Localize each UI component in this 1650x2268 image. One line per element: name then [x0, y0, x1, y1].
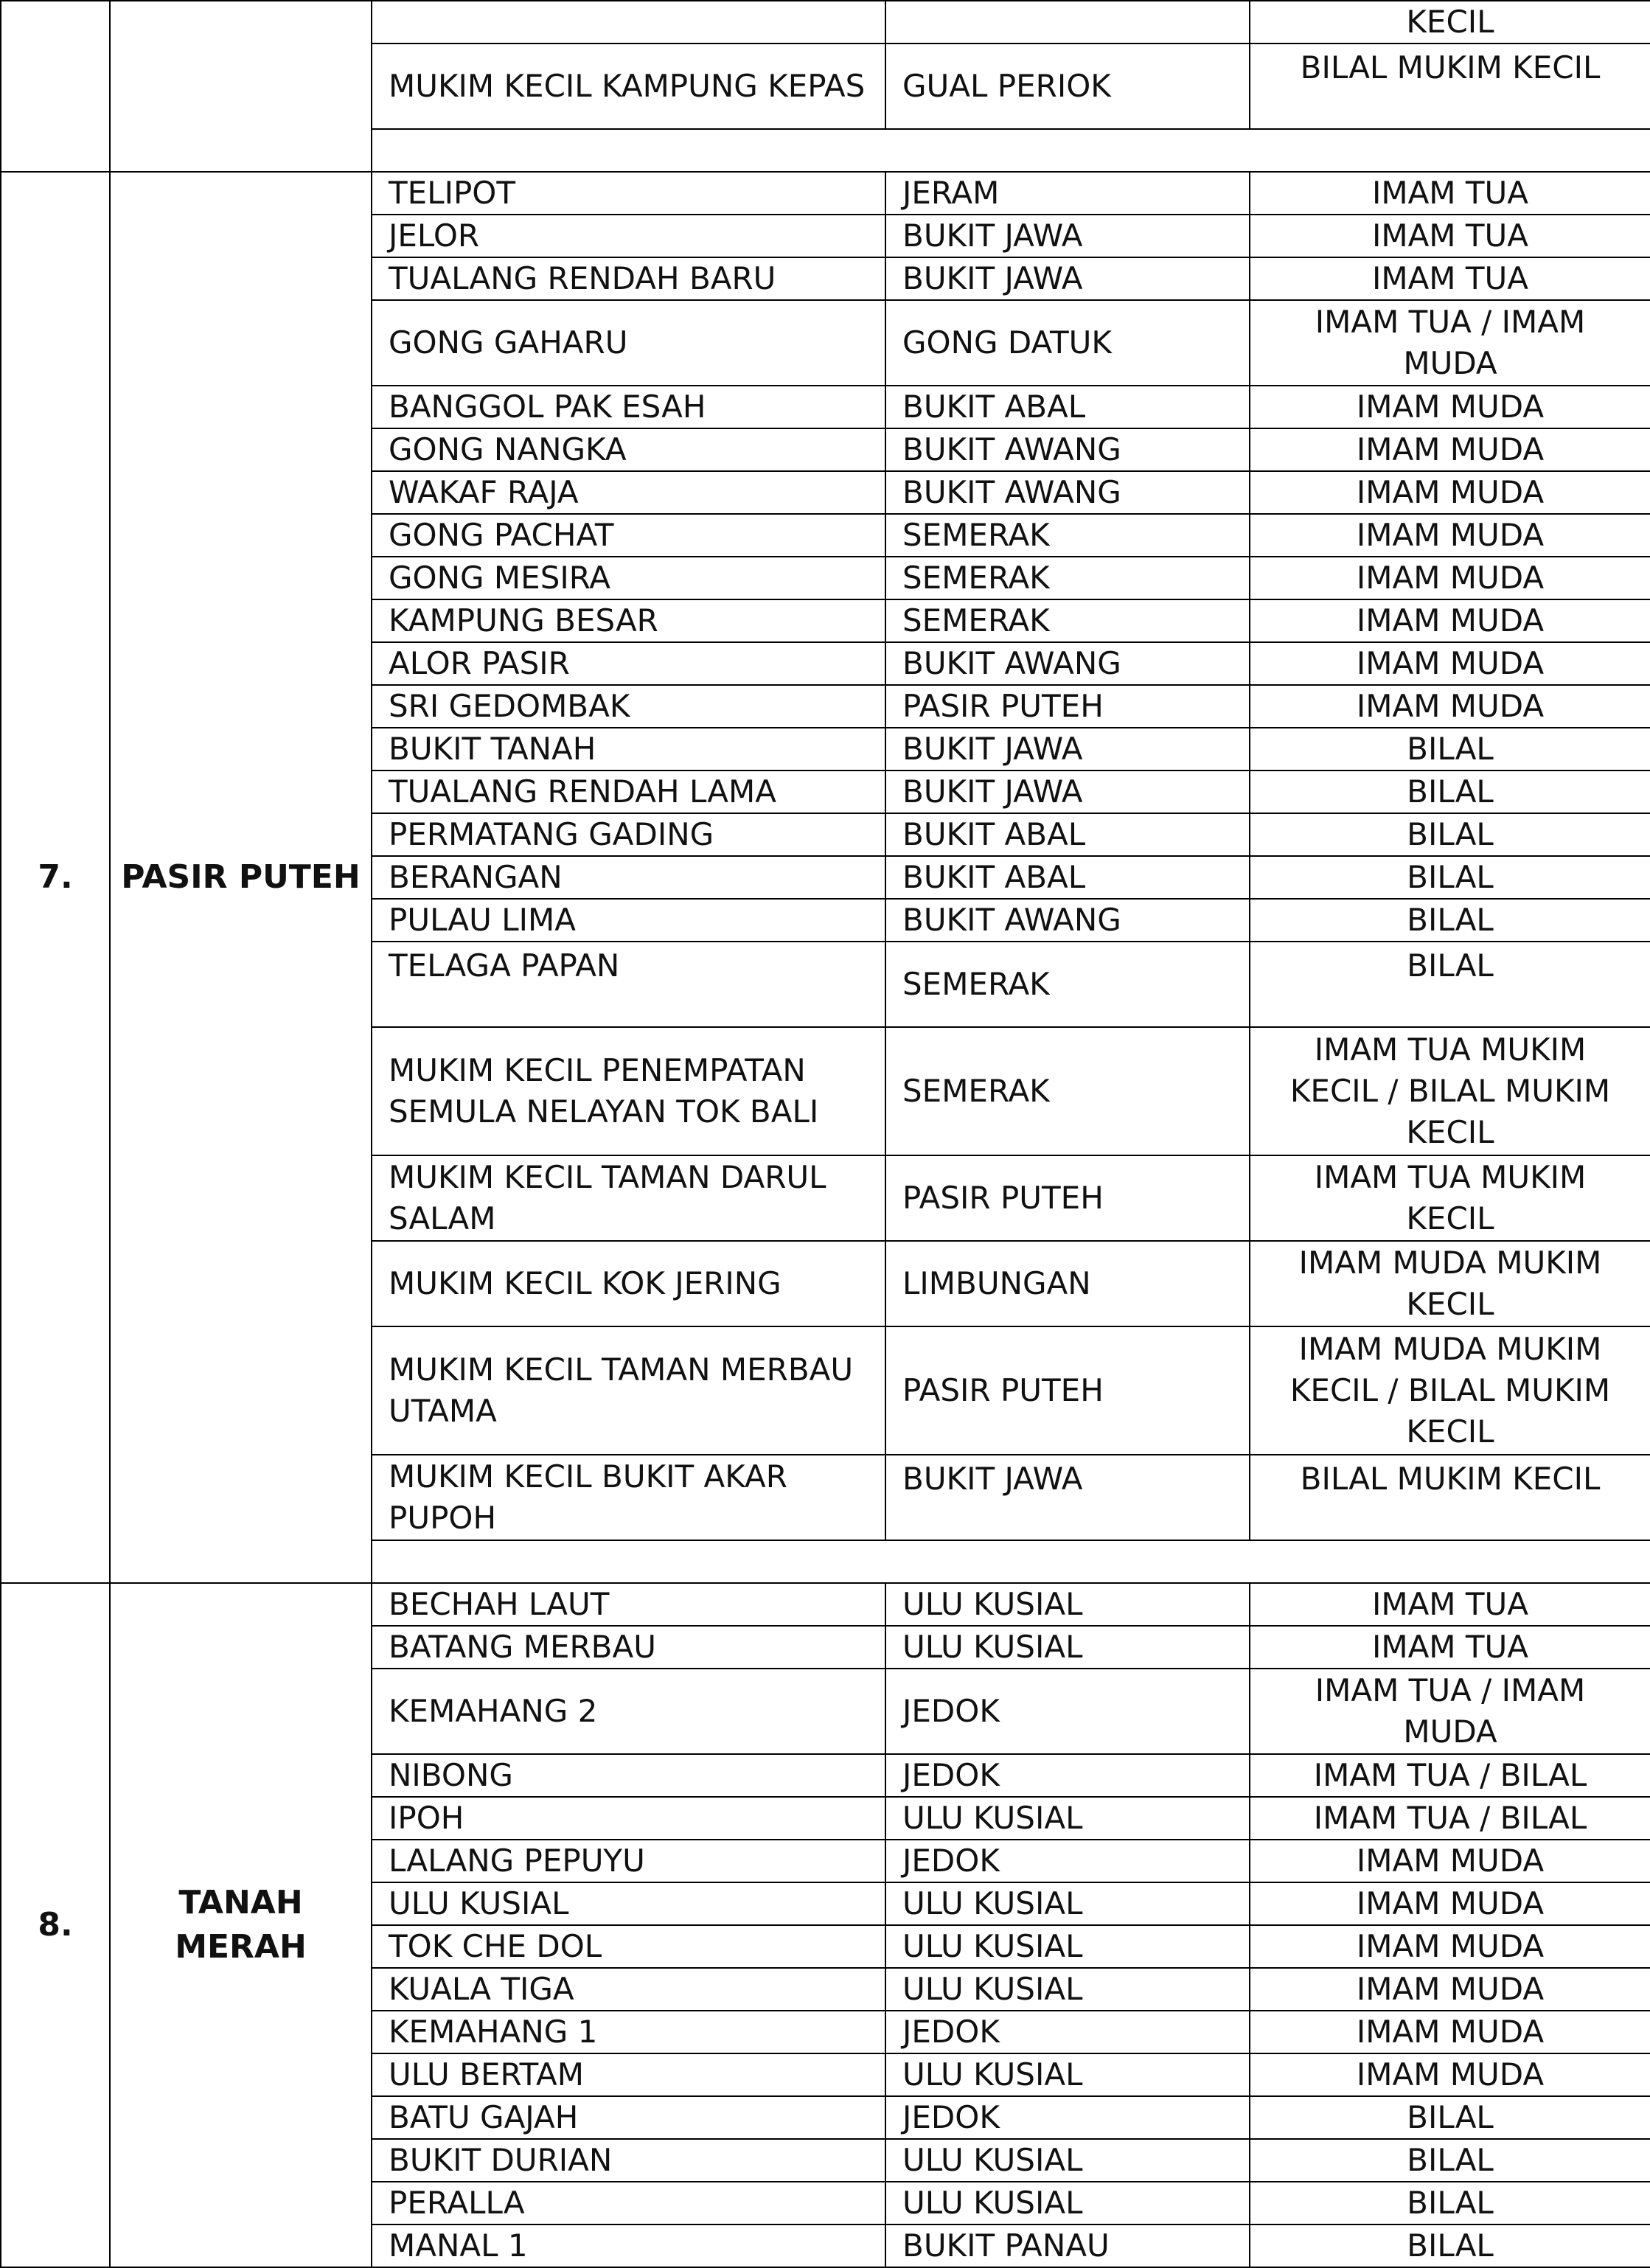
- mukim-cell: BUKIT AWANG: [885, 428, 1250, 471]
- jawatan-cell: IMAM TUA: [1250, 1626, 1650, 1669]
- kampung-cell: GONG GAHARU: [372, 300, 885, 386]
- kampung-cell: BUKIT DURIAN: [372, 2139, 885, 2182]
- jawatan-cell: BILAL MUKIM KECIL: [1250, 44, 1650, 129]
- kampung-cell: TELIPOT: [372, 172, 885, 215]
- kampung-cell: BUKIT TANAH: [372, 728, 885, 771]
- mukim-cell: BUKIT AWANG: [885, 471, 1250, 514]
- jawatan-cell: BILAL: [1250, 771, 1650, 813]
- jawatan-cell: IMAM MUDA: [1250, 1840, 1650, 1882]
- jawatan-cell: IMAM MUDA: [1250, 1968, 1650, 2011]
- kampung-cell: BATU GAJAH: [372, 2096, 885, 2139]
- mukim-cell: PASIR PUTEH: [885, 1326, 1250, 1455]
- mukim-cell: GUAL PERIOK: [885, 44, 1250, 129]
- district-cell: [110, 1, 372, 172]
- mukim-cell: SEMERAK: [885, 514, 1250, 557]
- jawatan-cell: KECIL: [1250, 1, 1650, 44]
- table-row: [1, 172, 1650, 215]
- kampung-cell: MUKIM KECIL TAMAN DARUL SALAM: [372, 1155, 885, 1241]
- jawatan-cell: BILAL: [1250, 2139, 1650, 2182]
- number-cell: [1, 1, 110, 172]
- jawatan-cell: BILAL MUKIM KECIL: [1250, 1455, 1650, 1540]
- kampung-cell: BERANGAN: [372, 856, 885, 899]
- mukim-cell: ULU KUSIAL: [885, 1583, 1250, 1626]
- positions-table-body: [1, 1, 1650, 2267]
- jawatan-cell: BILAL: [1250, 2182, 1650, 2224]
- jawatan-cell: BILAL: [1250, 813, 1650, 856]
- spacer-cell: [372, 1540, 1650, 1583]
- mukim-cell: ULU KUSIAL: [885, 1797, 1250, 1840]
- mukim-cell: ULU KUSIAL: [885, 2182, 1250, 2224]
- mukim-cell: SEMERAK: [885, 599, 1250, 642]
- mukim-cell: BUKIT JAWA: [885, 1455, 1250, 1540]
- mukim-cell: SEMERAK: [885, 1027, 1250, 1155]
- jawatan-cell: IMAM MUDA: [1250, 386, 1650, 428]
- jawatan-cell: BILAL: [1250, 728, 1650, 771]
- mukim-cell: BUKIT JAWA: [885, 771, 1250, 813]
- mukim-cell: BUKIT AWANG: [885, 642, 1250, 685]
- jawatan-cell: IMAM TUA MUKIM KECIL: [1250, 1155, 1650, 1241]
- mukim-cell: BUKIT JAWA: [885, 215, 1250, 257]
- jawatan-cell: IMAM TUA / IMAM MUDA: [1250, 1669, 1650, 1754]
- mukim-cell: ULU KUSIAL: [885, 2139, 1250, 2182]
- kampung-cell: KAMPUNG BESAR: [372, 599, 885, 642]
- jawatan-cell: IMAM MUDA: [1250, 471, 1650, 514]
- kampung-cell: LALANG PEPUYU: [372, 1840, 885, 1882]
- mukim-cell: ULU KUSIAL: [885, 1626, 1250, 1669]
- kampung-cell: MANAL 1: [372, 2224, 885, 2267]
- mukim-cell: SEMERAK: [885, 557, 1250, 599]
- mukim-cell: JEDOK: [885, 2011, 1250, 2053]
- mukim-cell: BUKIT JAWA: [885, 257, 1250, 300]
- mukim-cell: ULU KUSIAL: [885, 1882, 1250, 1925]
- mukim-cell: JEDOK: [885, 1669, 1250, 1754]
- kampung-cell: KEMAHANG 2: [372, 1669, 885, 1754]
- jawatan-cell: IMAM MUDA: [1250, 2011, 1650, 2053]
- kampung-cell: IPOH: [372, 1797, 885, 1840]
- jawatan-cell: IMAM TUA MUKIM KECIL / BILAL MUKIM KECIL: [1250, 1027, 1650, 1155]
- kampung-cell: TUALANG RENDAH BARU: [372, 257, 885, 300]
- jawatan-cell: IMAM TUA: [1250, 215, 1650, 257]
- jawatan-cell: BILAL: [1250, 899, 1650, 942]
- mukim-cell: PASIR PUTEH: [885, 1155, 1250, 1241]
- mukim-cell: JERAM: [885, 172, 1250, 215]
- jawatan-cell: IMAM MUDA: [1250, 642, 1650, 685]
- table-row: [1, 1, 1650, 44]
- kampung-cell: JELOR: [372, 215, 885, 257]
- jawatan-cell: IMAM MUDA: [1250, 514, 1650, 557]
- mukim-cell: PASIR PUTEH: [885, 685, 1250, 728]
- jawatan-cell: IMAM MUDA: [1250, 2053, 1650, 2096]
- jawatan-cell: IMAM MUDA: [1250, 428, 1650, 471]
- kampung-cell: PERALLA: [372, 2182, 885, 2224]
- kampung-cell: ULU KUSIAL: [372, 1882, 885, 1925]
- mukim-cell: SEMERAK: [885, 942, 1250, 1027]
- kampung-cell: SRI GEDOMBAK: [372, 685, 885, 728]
- kampung-cell: GONG MESIRA: [372, 557, 885, 599]
- kampung-cell: WAKAF RAJA: [372, 471, 885, 514]
- kampung-cell: KUALA TIGA: [372, 1968, 885, 2011]
- kampung-cell: TUALANG RENDAH LAMA: [372, 771, 885, 813]
- jawatan-cell: IMAM TUA: [1250, 172, 1650, 215]
- kampung-cell: MUKIM KECIL TAMAN MERBAU UTAMA: [372, 1326, 885, 1455]
- jawatan-cell: BILAL: [1250, 2096, 1650, 2139]
- district-name: TANAH MERAH: [110, 1583, 372, 2267]
- mukim-cell: ULU KUSIAL: [885, 1925, 1250, 1968]
- district-name: PASIR PUTEH: [110, 172, 372, 1583]
- table-row: [1, 1583, 1650, 1626]
- spacer-cell: [372, 129, 1650, 172]
- kampung-cell: BECHAH LAUT: [372, 1583, 885, 1626]
- kampung-cell: BATANG MERBAU: [372, 1626, 885, 1669]
- jawatan-cell: IMAM MUDA MUKIM KECIL / BILAL MUKIM KECIL: [1250, 1326, 1650, 1455]
- kampung-cell: GONG PACHAT: [372, 514, 885, 557]
- kampung-cell: MUKIM KECIL KOK JERING: [372, 1241, 885, 1326]
- jawatan-cell: IMAM MUDA: [1250, 1882, 1650, 1925]
- mukim-cell: BUKIT AWANG: [885, 899, 1250, 942]
- kampung-cell: PERMATANG GADING: [372, 813, 885, 856]
- jawatan-cell: IMAM TUA: [1250, 257, 1650, 300]
- mukim-cell: LIMBUNGAN: [885, 1241, 1250, 1326]
- mukim-cell: [885, 1, 1250, 44]
- kampung-cell: ULU BERTAM: [372, 2053, 885, 2096]
- kampung-cell: MUKIM KECIL KAMPUNG KEPAS: [372, 44, 885, 129]
- kampung-cell: NIBONG: [372, 1754, 885, 1797]
- kampung-cell: MUKIM KECIL BUKIT AKAR PUPOH: [372, 1455, 885, 1540]
- jawatan-cell: BILAL: [1250, 2224, 1650, 2267]
- jawatan-cell: IMAM TUA: [1250, 1583, 1650, 1626]
- jawatan-cell: IMAM MUDA: [1250, 1925, 1650, 1968]
- kampung-cell: ALOR PASIR: [372, 642, 885, 685]
- kampung-cell: TELAGA PAPAN: [372, 942, 885, 1027]
- jawatan-cell: IMAM MUDA MUKIM KECIL: [1250, 1241, 1650, 1326]
- jawatan-cell: IMAM MUDA: [1250, 685, 1650, 728]
- mukim-cell: GONG DATUK: [885, 300, 1250, 386]
- mukim-cell: BUKIT PANAU: [885, 2224, 1250, 2267]
- mukim-cell: BUKIT ABAL: [885, 813, 1250, 856]
- section-number: 8.: [1, 1583, 110, 2267]
- jawatan-cell: IMAM MUDA: [1250, 557, 1650, 599]
- jawatan-cell: BILAL: [1250, 942, 1650, 1027]
- jawatan-cell: IMAM MUDA: [1250, 599, 1650, 642]
- mukim-cell: JEDOK: [885, 1754, 1250, 1797]
- mukim-cell: JEDOK: [885, 2096, 1250, 2139]
- jawatan-cell: IMAM TUA / BILAL: [1250, 1797, 1650, 1840]
- mukim-cell: BUKIT ABAL: [885, 856, 1250, 899]
- mukim-cell: BUKIT ABAL: [885, 386, 1250, 428]
- kampung-cell: MUKIM KECIL PENEMPATAN SEMULA NELAYAN TOK BALI: [372, 1027, 885, 1155]
- jawatan-cell: BILAL: [1250, 856, 1650, 899]
- kampung-cell: GONG NANGKA: [372, 428, 885, 471]
- mukim-cell: BUKIT JAWA: [885, 728, 1250, 771]
- kampung-cell: KEMAHANG 1: [372, 2011, 885, 2053]
- kampung-cell: BANGGOL PAK ESAH: [372, 386, 885, 428]
- kampung-cell: TOK CHE DOL: [372, 1925, 885, 1968]
- jawatan-cell: IMAM TUA / IMAM MUDA: [1250, 300, 1650, 386]
- mukim-cell: ULU KUSIAL: [885, 2053, 1250, 2096]
- mukim-cell: ULU KUSIAL: [885, 1968, 1250, 2011]
- mukim-cell: JEDOK: [885, 1840, 1250, 1882]
- kampung-cell: [372, 1, 885, 44]
- jawatan-cell: IMAM TUA / BILAL: [1250, 1754, 1650, 1797]
- section-number: 7.: [1, 172, 110, 1583]
- kampung-cell: PULAU LIMA: [372, 899, 885, 942]
